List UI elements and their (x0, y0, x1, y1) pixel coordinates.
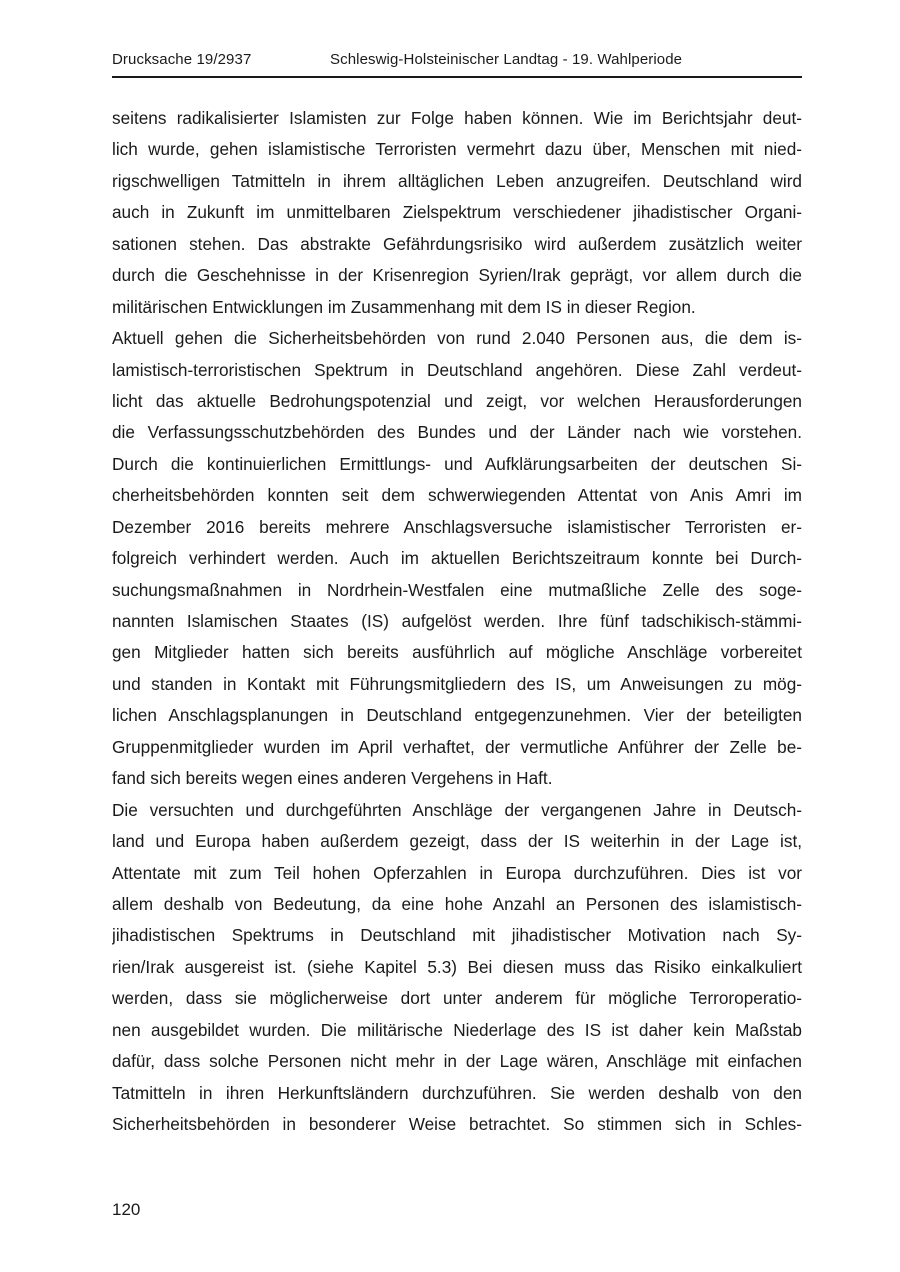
text-line: Dezember 2016 bereits mehrere Anschlagsversuche islamistischer Terroristen er- (112, 516, 802, 537)
page-header (112, 50, 802, 78)
text-line: Durch die kontinuierlichen Ermittlungs- und Aufklärungsarbeiten der deutschen Si- (112, 453, 802, 474)
text-line: licht das aktuelle Bedrohungspotenzial und zeigt, vor welchen Herausforderungen (112, 390, 802, 411)
text-line: rigschwelligen Tatmitteln in ihrem alltäglichen Leben anzugreifen. Deutschland wird (112, 170, 802, 191)
text-line: Sicherheitsbehörden in besonderer Weise betrachtet. So stimmen sich in Schles- (112, 1114, 802, 1134)
text-line: auch in Zukunft im unmittelbaren Zielspektrum verschiedener jihadistischer Organi- (112, 202, 802, 223)
text-line: nannten Islamischen Staates (IS) aufgelöst werden. Ihre fünf tadschikisch-stämmi- (112, 611, 802, 631)
text-line: allem deshalb von Bedeutung, da eine hohe Anzahl an Personen des islamistisch- (112, 893, 802, 914)
paragraph-2 (112, 323, 802, 795)
text-line: durch die Geschehnisse in der Krisenregion Syrien/Irak geprägt, vor allem durch die (112, 265, 802, 286)
text-line: nen ausgebildet wurden. Die militärische Niederlage des IS ist daher kein Maßstab (112, 1019, 802, 1040)
text-line: seitens radikalisierter Islamisten zur Folge haben können. Wie im Berichtsjahr deut- (112, 108, 802, 128)
text-line: suchungsmaßnahmen in Nordrhein-Westfalen eine mutmaßliche Zelle des soge- (112, 579, 802, 600)
paragraph-1 (112, 103, 802, 323)
text-line: lich wurde, gehen islamistische Terroristen vermehrt dazu über, Menschen mit nied- (112, 139, 802, 160)
text-line: Attentate mit zum Teil hohen Opferzahlen in Europa durchzuführen. Dies ist vor (112, 862, 802, 883)
text-line: Die versuchten und durchgeführten Anschläge der vergangenen Jahre in Deutsch- (112, 799, 802, 820)
header-title: Schleswig-Holsteinischer Landtag - 19. Wahlperiode (330, 51, 683, 68)
text-line: cherheitsbehörden konnten seit dem schwerwiegenden Attentat von Anis Amri im (112, 485, 802, 506)
text-line: folgreich verhindert werden. Auch im aktuellen Berichtszeitraum konnte bei Durch- (112, 548, 802, 569)
text-line: Aktuell gehen die Sicherheitsbehörden von rund 2.040 Personen aus, die dem is- (112, 328, 802, 349)
text-line: fand sich bereits wegen eines anderen Vergehens in Haft. (112, 768, 553, 789)
text-line: Gruppenmitglieder wurden im April verhaftet, der vermutliche Anführer der Zelle be- (112, 736, 802, 757)
text-line: lamistisch-terroristischen Spektrum in Deutschland angehören. Diese Zahl verdeut- (112, 359, 802, 380)
document-number: Drucksache 19/2937 (112, 51, 252, 68)
page-number: 120 (112, 1200, 141, 1219)
text-line: sationen stehen. Das abstrakte Gefährdungsrisiko wird außerdem zusätzlich weiter (112, 233, 802, 254)
text-line: und standen in Kontakt mit Führungsmitgliedern des IS, um Anweisungen zu mög- (112, 673, 802, 694)
text-line: Tatmitteln in ihren Herkunftsländern durchzuführen. Sie werden deshalb von den (112, 1082, 802, 1103)
text-line: werden, dass sie möglicherweise dort unter anderem für mögliche Terroroperatio- (112, 988, 802, 1009)
text-line: militärischen Entwicklungen im Zusammenhang mit dem IS in dieser Region. (112, 296, 696, 317)
text-line: rien/Irak ausgereist ist. (siehe Kapitel 5.3) Bei diesen muss das Risiko einkalkuliert (112, 956, 802, 977)
text-line: land und Europa haben außerdem gezeigt, dass der IS weiterhin in der Lage ist, (112, 831, 802, 852)
body-text (112, 103, 802, 1140)
text-line: gen Mitglieder hatten sich bereits ausführlich auf mögliche Anschläge vorbereitet (112, 642, 802, 663)
text-line: jihadistischen Spektrums in Deutschland mit jihadistischer Motivation nach Sy- (112, 925, 802, 946)
text-line: lichen Anschlagsplanungen in Deutschland entgegenzunehmen. Vier der beteiligten (112, 705, 802, 726)
paragraph-3 (112, 795, 802, 1141)
text-line: die Verfassungsschutzbehörden des Bundes und der Länder nach wie vorstehen. (112, 422, 802, 443)
text-line: dafür, dass solche Personen nicht mehr in der Lage wären, Anschläge mit einfachen (112, 1051, 802, 1072)
